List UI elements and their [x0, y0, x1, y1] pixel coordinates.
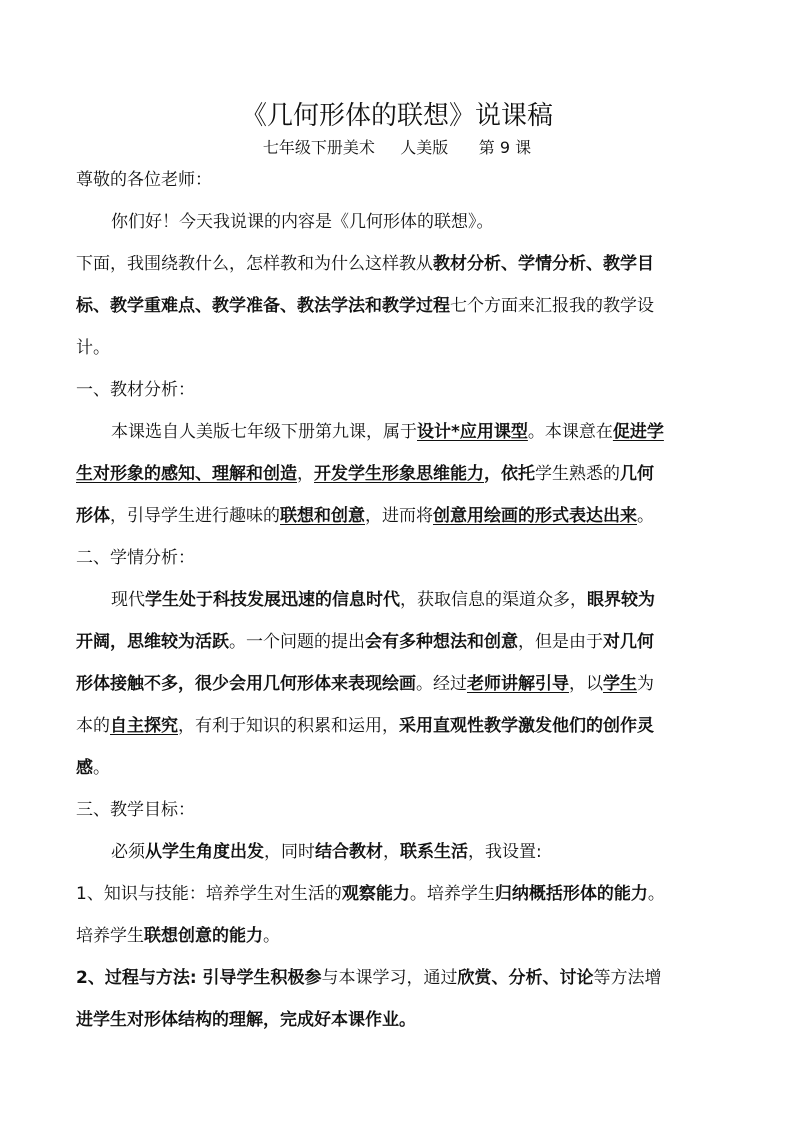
overview-line: 计。	[76, 338, 110, 358]
intro-paragraph: 你们好！今天我说课的内容是《几何形体的联想》。	[111, 212, 494, 232]
section-line: 本课选自人美版七年级下册第九课，属于设计*应用课型。本课意在促进学	[111, 422, 664, 442]
section-line: 形体，引导学生进行趣味的联想和创意，进而将创意用绘画的形式表达出来。	[76, 506, 654, 526]
page-subtitle: 七年级下册美术 人美版 第 9 课	[262, 138, 532, 157]
section-line: 本的自主探究，有利于知识的积累和运用，采用直观性教学激发他们的创作灵	[76, 716, 654, 736]
section-heading: 三、教学目标：	[76, 800, 195, 820]
section-line: 形体接触不多，很少会用几何形体来表现绘画。经过老师讲解引导，以学生为	[76, 674, 654, 694]
section-line: 开阔，思维较为活跃。一个问题的提出会有多种想法和创意，但是由于对几何	[76, 632, 654, 652]
section-line: 必须从学生角度出发，同时结合教材，联系生活，我设置:	[111, 842, 542, 862]
section-line: 1、知识与技能：培养学生对生活的观察能力。培养学生归纳概括形体的能力。	[76, 884, 665, 904]
section-line: 现代学生处于科技发展迅速的信息时代，获取信息的渠道众多，眼界较为	[111, 590, 655, 610]
section-line: 进学生对形体结构的理解，完成好本课作业。	[76, 1010, 416, 1030]
section-heading: 一、教材分析：	[76, 380, 195, 400]
section-heading: 二、学情分析：	[76, 548, 195, 568]
greeting: 尊敬的各位老师：	[76, 170, 212, 190]
overview-line: 下面，我围绕教什么，怎样教和为什么这样教从教材分析、学情分析、教学目	[76, 254, 654, 274]
section-line: 培养学生联想创意的能力。	[76, 926, 280, 946]
page-title: 《几何形体的联想》说课稿	[240, 101, 553, 131]
overview-line: 标、教学重难点、教学准备、教法学法和教学过程七个方面来汇报我的教学设	[76, 296, 654, 316]
section-line: 生对形象的感知、理解和创造，开发学生形象思维能力，依托学生熟悉的几何	[76, 464, 654, 484]
section-line: 感。	[76, 758, 110, 778]
section-line: 2、过程与方法: 引导学生积极参与本课学习，通过欣赏、分析、讨论等方法增	[76, 968, 662, 988]
